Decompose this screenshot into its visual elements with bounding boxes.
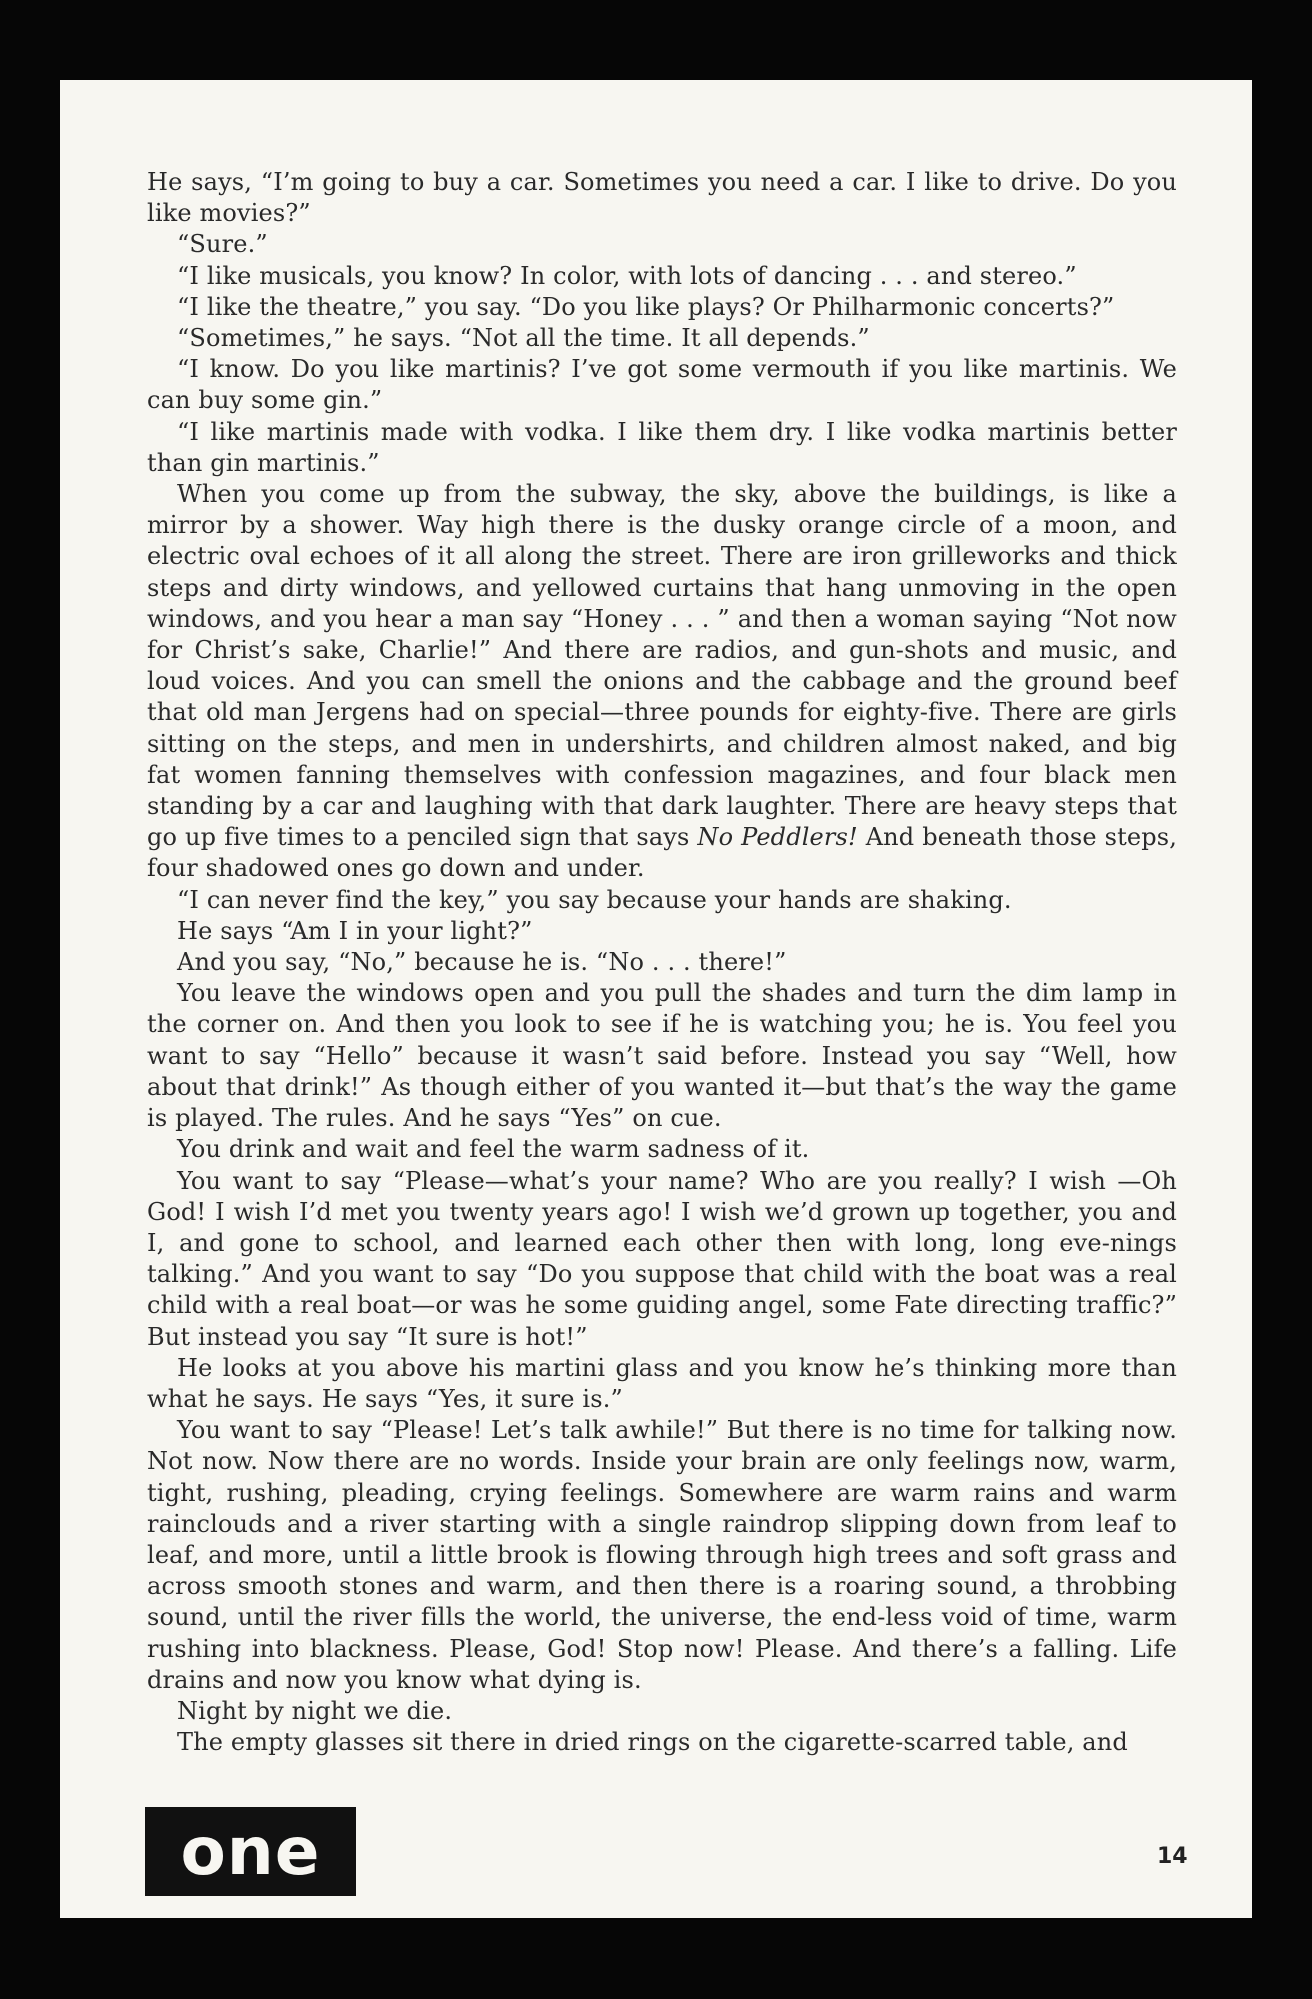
magazine-logo: one xyxy=(145,1807,356,1896)
paragraph: “Sometimes,” he says. “Not all the time. It all depends.” xyxy=(177,324,870,353)
paragraph: “I like martinis made with vodka. I like them dry. I like vodka martinis better than gin martinis.” xyxy=(147,417,1177,477)
paragraph: “I know. Do you like martinis? I’ve got some vermouth if you like martinis. We can buy some gin.” xyxy=(147,355,1177,415)
paragraph: You want to say “Please—what’s your name? Who are you really? I wish —Oh God! I wish I’d met you twenty years ago! I wish we’d grown up together, you and I, and gone to school, and learned each other then with long, long eve-nings talking.” And you want to say “Do you suppose that child with the boat was a real child with a real boat—or was he some guiding angel, some Fate directing traffic?” But instead you say “It sure is hot!” xyxy=(147,1166,1177,1351)
magazine-page xyxy=(60,80,1252,1918)
paragraph: He says, “I’m going to buy a car. Sometimes you need a car. I like to drive. Do you like movies?” xyxy=(147,168,1177,228)
paragraph: And you say, “No,” because he is. “No . . . there!” xyxy=(177,948,787,977)
paragraph: You drink and wait and feel the warm sadness of it. xyxy=(177,1135,810,1164)
street-scene-text: When you come up from the subway, the sky, above the buildings, is like a mirror by a shower. Way high there is the dusky orange circle of a moon, and electric oval echoes of it all along the street. There are iron grilleworks and thick steps and dirty windows, and yellowed curtains that hang unmoving in the open windows, and you hear a man say “Honey . . . ” and then a woman saying “Not now for Christ’s sake, Charlie!” And there are radios, and gun-shots and music, and loud voices. And you can smell the onions and the cabbage and the ground beef that old man Jergens had on special—three pounds for eighty-five. There are girls sitting on the steps, and men in undershirts, and children almost naked, and big fat women fanning themselves with confession magazines, and four black men standing by a car and laughing with that dark laughter. There are heavy steps that go up five times to a penciled sign that says xyxy=(147,480,1177,852)
paragraph: You want to say “Please! Let’s talk awhile!” But there is no time for talking now. Not now. Now there are no words. Inside your brain are only feelings now, warm, tight, rushing, pleading, crying feelings. Somewhere are warm rains and warm rainclouds and a river starting with a single raindrop slipping down from leaf to leaf, and more, until a little brook is flowing through high trees and soft grass and across smooth stones and warm, and then there is a roaring sound, a throbbing sound, until the river fills the world, the universe, the end-less void of time, warm rushing into blackness. Please, God! Stop now! Please. And there’s a falling. Life drains and now you know what dying is. xyxy=(147,1416,1177,1694)
paragraph: The empty glasses sit there in dried rings on the cigarette-scarred table, and xyxy=(177,1728,1128,1757)
paragraph: “I can never find the key,” you say because your hands are shaking. xyxy=(177,885,1012,914)
paragraph: “Sure.” xyxy=(177,230,268,259)
paragraph: “I like musicals, you know? In color, with lots of dancing . . . and stereo.” xyxy=(177,261,1077,290)
paragraph-street-scene xyxy=(147,479,1177,885)
article-body xyxy=(147,167,1177,1758)
sign-after-text: And beneath those steps, four shadowed ones go down and under. xyxy=(147,823,1177,883)
paragraph: Night by night we die. xyxy=(177,1696,453,1725)
paragraph: He looks at you above his martini glass and you know he’s thinking more than what he says. He says “Yes, it sure is.” xyxy=(147,1353,1177,1413)
page-number: 14 xyxy=(1157,1844,1188,1869)
paragraph: “I like the theatre,” you say. “Do you like plays? Or Philharmonic concerts?” xyxy=(177,292,1115,321)
paragraph: He says “Am I in your light?” xyxy=(177,916,533,945)
paragraph: You leave the windows open and you pull the shades and turn the dim lamp in the corner on. And then you look to see if he is watching you; he is. You feel you want to say “Hello” because it wasn’t said before. Instead you say “Well, how about that drink!” As though either of you wanted it—but that’s the way the game is played. The rules. And he says “Yes” on cue. xyxy=(147,979,1177,1133)
sign-text: No Peddlers! xyxy=(697,823,858,852)
